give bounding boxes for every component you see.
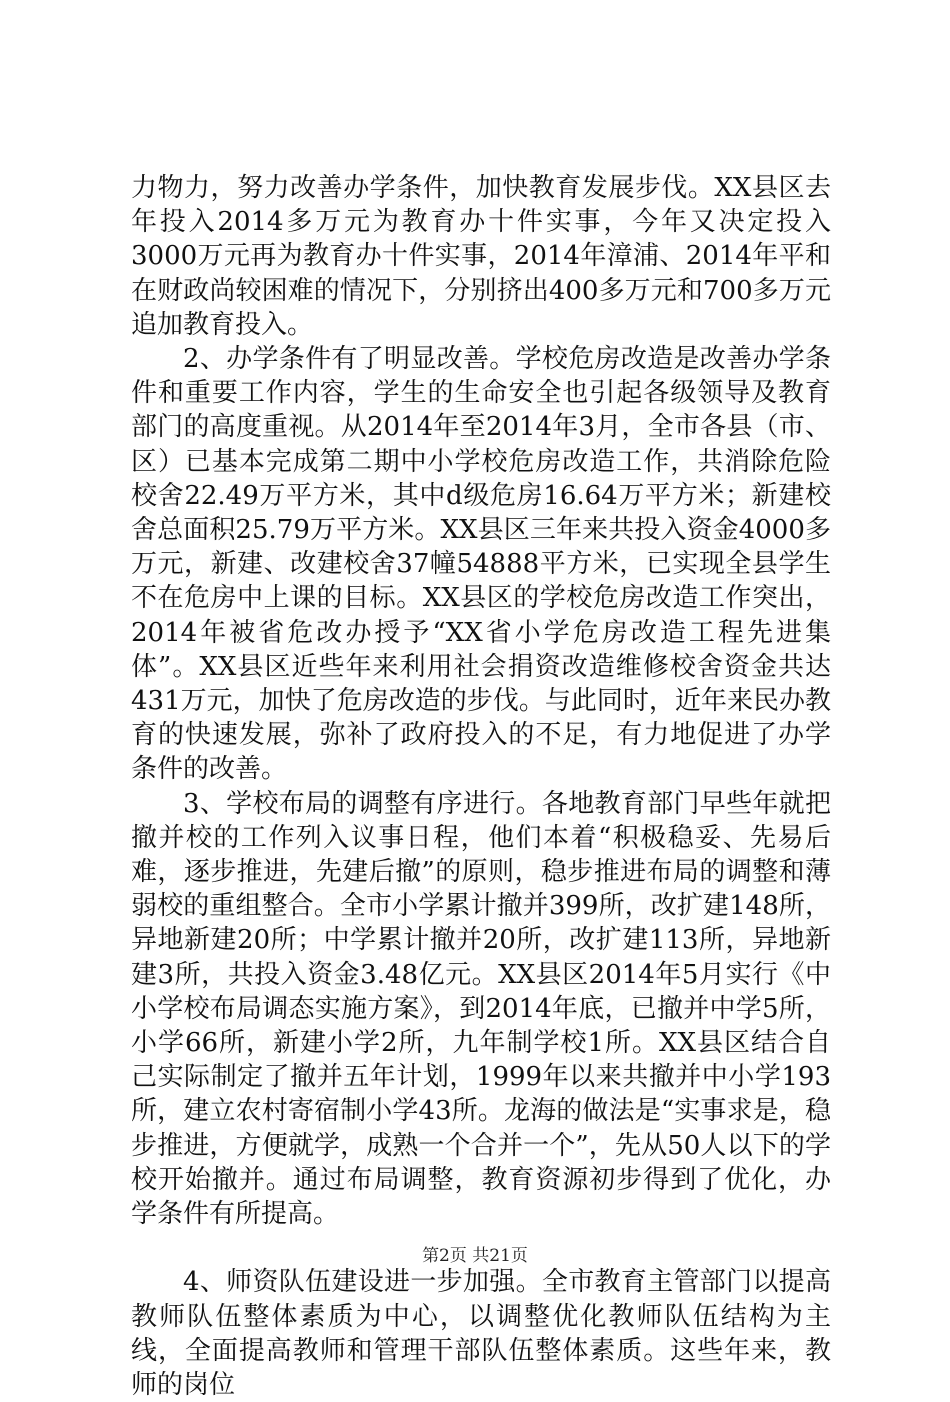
document-body xyxy=(131,171,831,1402)
paragraph-2: 2、办学条件有了明显改善。学校危房改造是改善办学条件和重要工作内容，学生的生命安全也引起各级领导及教育部门的高度重视。从2014年至2014年3月，全市各县（市、区）已基本完成第二期中小学校危房改造工作，共消除危险校舍22.49万平方米，其中d级危房16.64万平方米；新建校舍总面积25.79万平方米。XX县区三年来共投入资金4000多万元，新建、改建校舍37幢54888平方米，已实现全县学生不在危房中上课的目标。XX县区的学校危房改造工作突出，2014年被省危改办授予“XX省小学危房改造工程先进集体”。XX县区近些年来利用社会捐资改造维修校舍资金共达431万元，加快了危房改造的步伐。与此同时，近年来民办教育的快速发展，弥补了政府投入的不足，有力地促进了办学条件的改善。 xyxy=(131,344,831,785)
paragraph-4: 4、师资队伍建设进一步加强。全市教育主管部门以提高教师队伍整体素质为中心，以调整优化教师队伍结构为主线，全面提高教师和管理干部队伍整体素质。这些年来，教师的岗位 xyxy=(131,1267,831,1400)
paragraph-3: 3、学校布局的调整有序进行。各地教育部门早些年就把撤并校的工作列入议事日程，他们本着“积极稳妥、先易后难，逐步推进，先建后撤”的原则，稳步推进布局的调整和薄弱校的重组整合。全市小学累计撤并399所，改扩建148所，异地新建20所；中学累计撤并20所，改扩建113所，异地新建3所，共投入资金3.48亿元。XX县区2014年5月实行《中小学校布局调态实施方案》，到2014年底，已撤并中学5所，小学66所，新建小学2所，九年制学校1所。XX县区结合自己实际制定了撤并五年计划，1999年以来共撤并中小学193所，建立农村寄宿制小学43所。龙海的做法是“实事求是，稳步推进，方便就学，成熟一个合并一个”，先从50人以下的学校开始撤并。通过布局调整，教育资源初步得到了优化，办学条件有所提高。 xyxy=(131,788,831,1230)
paragraph-1: 力物力，努力改善办学条件，加快教育发展步伐。XX县区去年投入2014多万元为教育办十件实事，今年又决定投入3000万元再为教育办十件实事，2014年漳浦、2014年平和在财政尚较困难的情况下，分别挤出400多万元和700多万元追加教育投入。 xyxy=(131,173,831,340)
page-number-footer: 第2页 共21页 xyxy=(422,1246,528,1266)
